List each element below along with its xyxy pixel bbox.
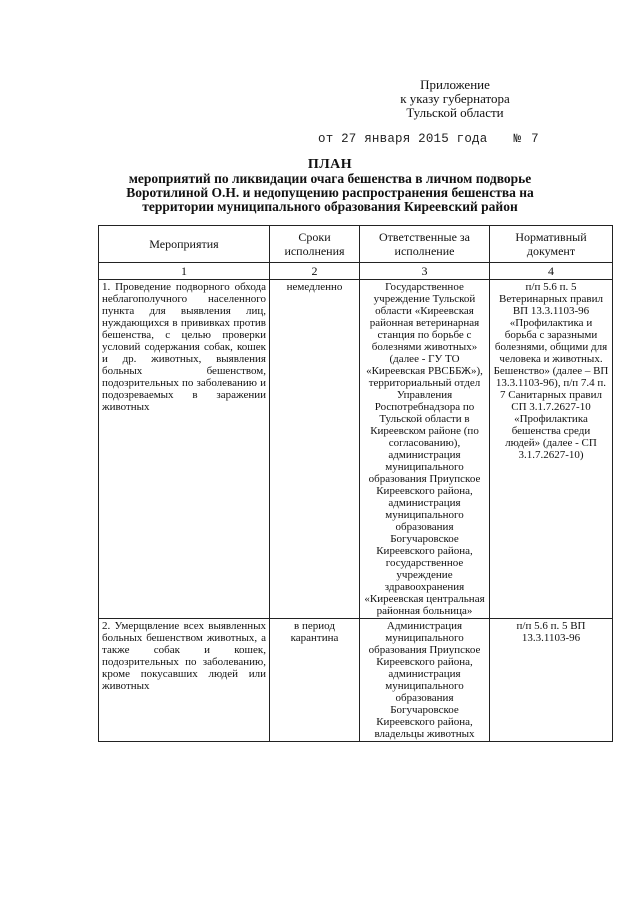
column-number: 2 bbox=[270, 263, 360, 280]
title-word: ПЛАН bbox=[307, 157, 353, 172]
header-line: к указу губернатора bbox=[400, 91, 510, 106]
column-number: 1 bbox=[99, 263, 270, 280]
document-cell: п/п 5.6 п. 5 Ветеринарных правил ВП 13.3.1103-96 «Профилактика и борьба с заразными болезнями, общими для человека и животных. Бешенство» (далее – ВП 13.3.1103-96), п/п 7.4 п. 7 Санитарных правил СП 3.1.7.2627-10 «Профилактика бешенства среди людей» (далее - СП 3.1.7.2627-10) bbox=[490, 280, 613, 619]
column-header-measures: Мероприятия bbox=[99, 226, 270, 263]
plan-table bbox=[98, 225, 613, 742]
order-date: 27 января 2015 года bbox=[341, 132, 488, 146]
document-cell: п/п 5.6 п. 5 ВП 13.3.1103-96 bbox=[490, 619, 613, 742]
appendix-header bbox=[380, 78, 530, 120]
table-row bbox=[99, 280, 613, 619]
table-row bbox=[99, 619, 613, 742]
order-number: 7 bbox=[531, 132, 539, 146]
column-header-document: Нормативный документ bbox=[490, 226, 613, 263]
document-title bbox=[95, 158, 565, 214]
column-number: 4 bbox=[490, 263, 613, 280]
measure-cell: 2. Умерщвление всех выявленных больных бешенством животных, а также собак и кошек, подозрительных по заболеванию, кроме покусавших людей или животных bbox=[99, 619, 270, 742]
responsible-cell: Государственное учреждение Тульской области «Киреевская районная ветеринарная станция по борьбе с болезнями животных» (далее - ГУ ТО «Киреевская РВСББЖ»), территориальный отдел Управления Роспотребнадзора по Тульской области в Киреевском районе (по согласованию), администрация муниципального образования Приупское Киреевского района, администрация муниципального образования Богучаровское Киреевского района, государственное учреждение здравоохранения «Киреевская центральная районная больница» bbox=[360, 280, 490, 619]
title-line: мероприятий по ликвидации очага бешенства в личном подворье bbox=[128, 171, 532, 186]
header-line: Тульской области bbox=[406, 105, 504, 120]
term-cell: немедленно bbox=[270, 280, 360, 619]
order-date-line bbox=[318, 132, 539, 146]
measure-cell: 1. Проведение подворного обхода неблагополучного населенного пункта для выявления лиц, нуждающихся в прививках против бешенства, с целью проверки условий содержания собак, кошек и др. животных, выявления больных бешенством, подозрительных по заболеванию и подозреваемых в заражении животных bbox=[99, 280, 270, 619]
table-header-row bbox=[99, 226, 613, 263]
order-prefix: от bbox=[318, 132, 334, 146]
term-cell: в период карантина bbox=[270, 619, 360, 742]
header-line: Приложение bbox=[420, 77, 490, 92]
order-number-label: № bbox=[513, 132, 522, 146]
title-line: Воротилиной О.Н. и недопущению распространения бешенства на bbox=[126, 185, 534, 200]
column-number: 3 bbox=[360, 263, 490, 280]
column-number-row bbox=[99, 263, 613, 280]
responsible-cell: Администрация муниципального образования Приупское Киреевского района, администрация муниципального образования Богучаровское Киреевского района, владельцы животных bbox=[360, 619, 490, 742]
column-header-responsible: Ответственные за исполнение bbox=[360, 226, 490, 263]
title-line: территории муниципального образования Киреевский район bbox=[142, 199, 518, 214]
column-header-terms: Сроки исполнения bbox=[270, 226, 360, 263]
